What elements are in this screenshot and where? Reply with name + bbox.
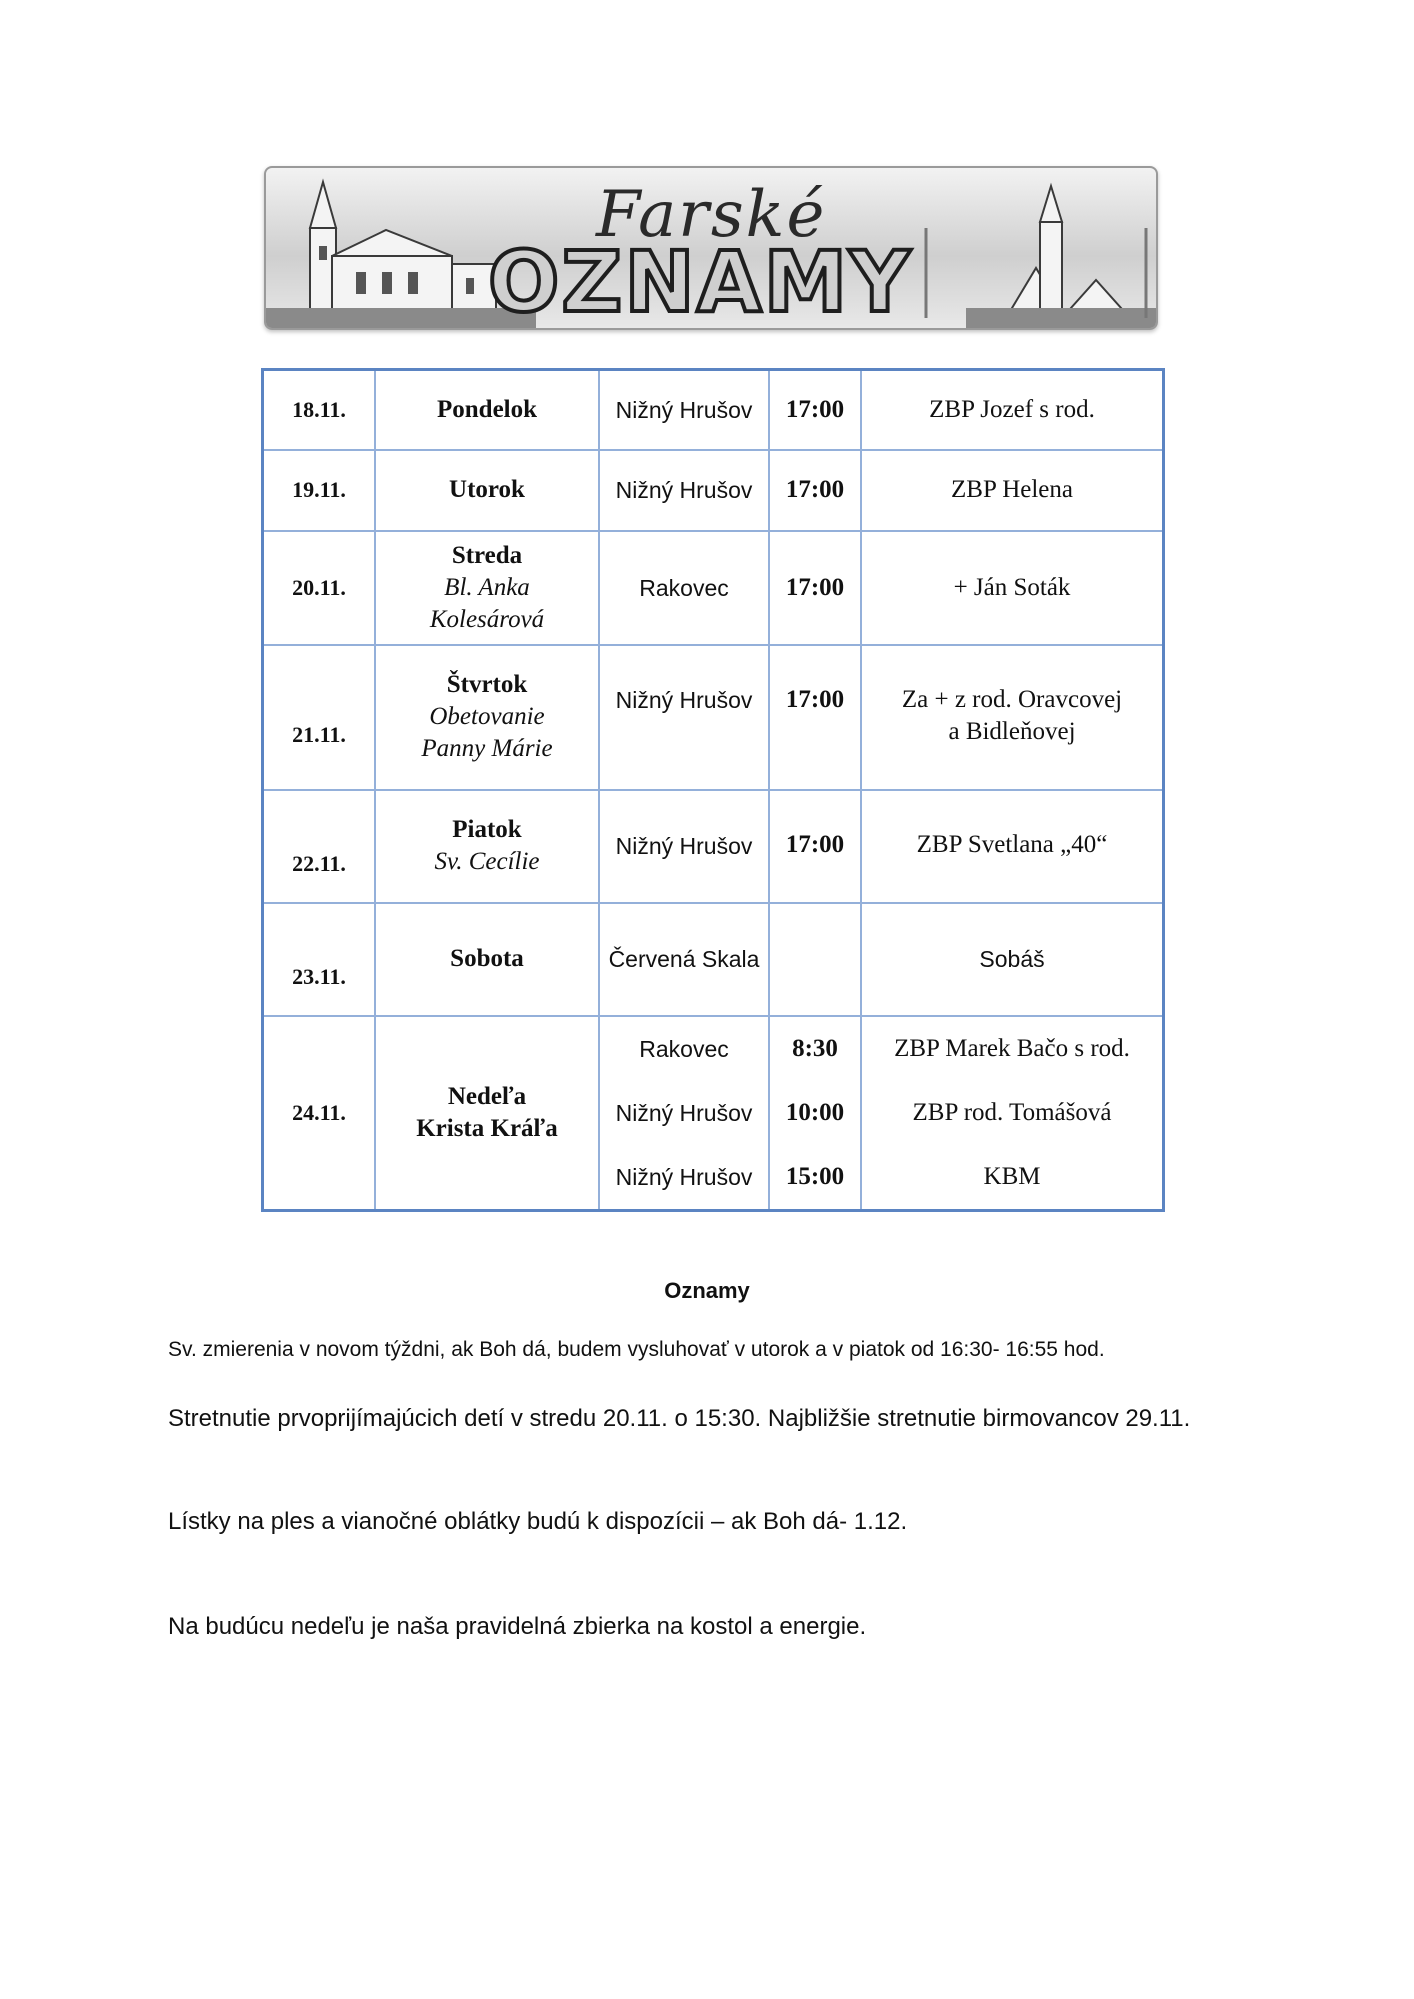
day-cell xyxy=(375,645,599,790)
mass-schedule-table xyxy=(261,368,1165,1212)
intention-cell: ZBP Jozef s rod. xyxy=(861,370,1164,450)
time-cell: 17:00 xyxy=(769,790,861,903)
feast-line: Kolesárová xyxy=(429,605,545,633)
feast-line: Bl. Anka xyxy=(444,573,530,601)
date-cell: 23.11. xyxy=(263,903,376,1016)
table-row xyxy=(263,370,1164,450)
announcement-confession: Sv. zmierenia v novom týždni, ak Boh dá, budem vysluhovať v utorok a v piatok od 16:30- 16:55 hod. xyxy=(168,1338,1105,1361)
intention-cell: + Ján Soták xyxy=(861,531,1164,645)
announcement-meetings: Stretnutie prvoprijímajúcich detí v stredu 20.11. o 15:30. Najbližšie stretnutie birmovancov 29.11. xyxy=(168,1405,1191,1432)
place-cell: Červená Skala xyxy=(599,903,769,1016)
intention-line: ZBP rod. Tomášová xyxy=(912,1098,1112,1126)
place-cell: Nižný Hrušov xyxy=(599,370,769,450)
table-row xyxy=(263,903,1164,1016)
date-cell: 19.11. xyxy=(263,450,376,531)
day-name: Štvrtok xyxy=(446,671,528,698)
table-row xyxy=(263,450,1164,531)
place-line: Nižný Hrušov xyxy=(615,1099,753,1126)
day-name: Piatok xyxy=(452,816,522,843)
time-cell: 17:00 xyxy=(769,370,861,450)
place-cell: Nižný Hrušov xyxy=(599,450,769,531)
time-cell: 17:00 xyxy=(769,531,861,645)
date-cell: 21.11. xyxy=(263,645,376,790)
day-cell xyxy=(375,903,599,1016)
place-cell: Rakovec xyxy=(599,531,769,645)
banner-title: OZNAMY xyxy=(488,233,913,330)
banner-script-text: Farské xyxy=(596,178,827,252)
place-cell xyxy=(599,1016,769,1211)
time-line: 15:00 xyxy=(785,1162,845,1190)
announcement-collection: Na budúcu nedeľu je naša pravidelná zbierka na kostol a energie. xyxy=(168,1613,867,1640)
place-line: Rakovec xyxy=(639,1035,729,1062)
place-cell: Nižný Hrušov xyxy=(599,645,769,790)
time-cell: 17:00 xyxy=(769,450,861,531)
intention-cell xyxy=(861,1016,1164,1211)
day-cell xyxy=(375,450,599,531)
intention-line: KBM xyxy=(983,1162,1041,1190)
feast-line: Panny Márie xyxy=(421,735,553,762)
intention-line: ZBP Marek Bačo s rod. xyxy=(894,1034,1130,1062)
place-line: Nižný Hrušov xyxy=(615,1163,753,1190)
table-row xyxy=(263,1016,1164,1211)
header-banner xyxy=(264,166,1158,330)
feast-line: Obetovanie xyxy=(429,703,545,730)
intention-cell: ZBP Svetlana „40“ xyxy=(861,790,1164,903)
day-cell xyxy=(375,531,599,645)
intention-line: Za + z rod. Oravcovej xyxy=(901,685,1123,713)
table-row xyxy=(263,531,1164,645)
day-name-line-2: Krista Kráľa xyxy=(416,1114,558,1142)
date-cell: 18.11. xyxy=(263,370,376,450)
day-cell xyxy=(375,1016,599,1211)
announcements-heading: Oznamy xyxy=(664,1278,750,1303)
date-cell: 24.11. xyxy=(263,1016,376,1211)
intention-cell xyxy=(861,645,1164,790)
day-name: Sobota xyxy=(450,945,524,972)
time-cell xyxy=(769,1016,861,1211)
day-name: Pondelok xyxy=(436,395,538,423)
intention-cell: ZBP Helena xyxy=(861,450,1164,531)
day-cell xyxy=(375,790,599,903)
announcement-tickets: Lístky na ples a vianočné oblátky budú k dispozícii – ak Boh dá- 1.12. xyxy=(168,1508,908,1535)
date-cell: 20.11. xyxy=(263,531,376,645)
table-row xyxy=(263,790,1164,903)
date-cell: 22.11. xyxy=(263,790,376,903)
feast-line: Sv. Cecílie xyxy=(434,848,540,875)
place-cell: Nižný Hrušov xyxy=(599,790,769,903)
intention-cell: Sobáš xyxy=(861,903,1164,1016)
time-cell: 17:00 xyxy=(769,645,861,790)
table-row xyxy=(263,645,1164,790)
time-line: 8:30 xyxy=(792,1034,838,1062)
intention-line: a Bidleňovej xyxy=(948,717,1076,745)
day-name: Utorok xyxy=(449,476,525,503)
day-name: Streda xyxy=(451,541,523,569)
day-cell xyxy=(375,370,599,450)
day-name: Nedeľa xyxy=(447,1082,527,1110)
time-cell xyxy=(769,903,861,1016)
time-line: 10:00 xyxy=(785,1098,845,1126)
